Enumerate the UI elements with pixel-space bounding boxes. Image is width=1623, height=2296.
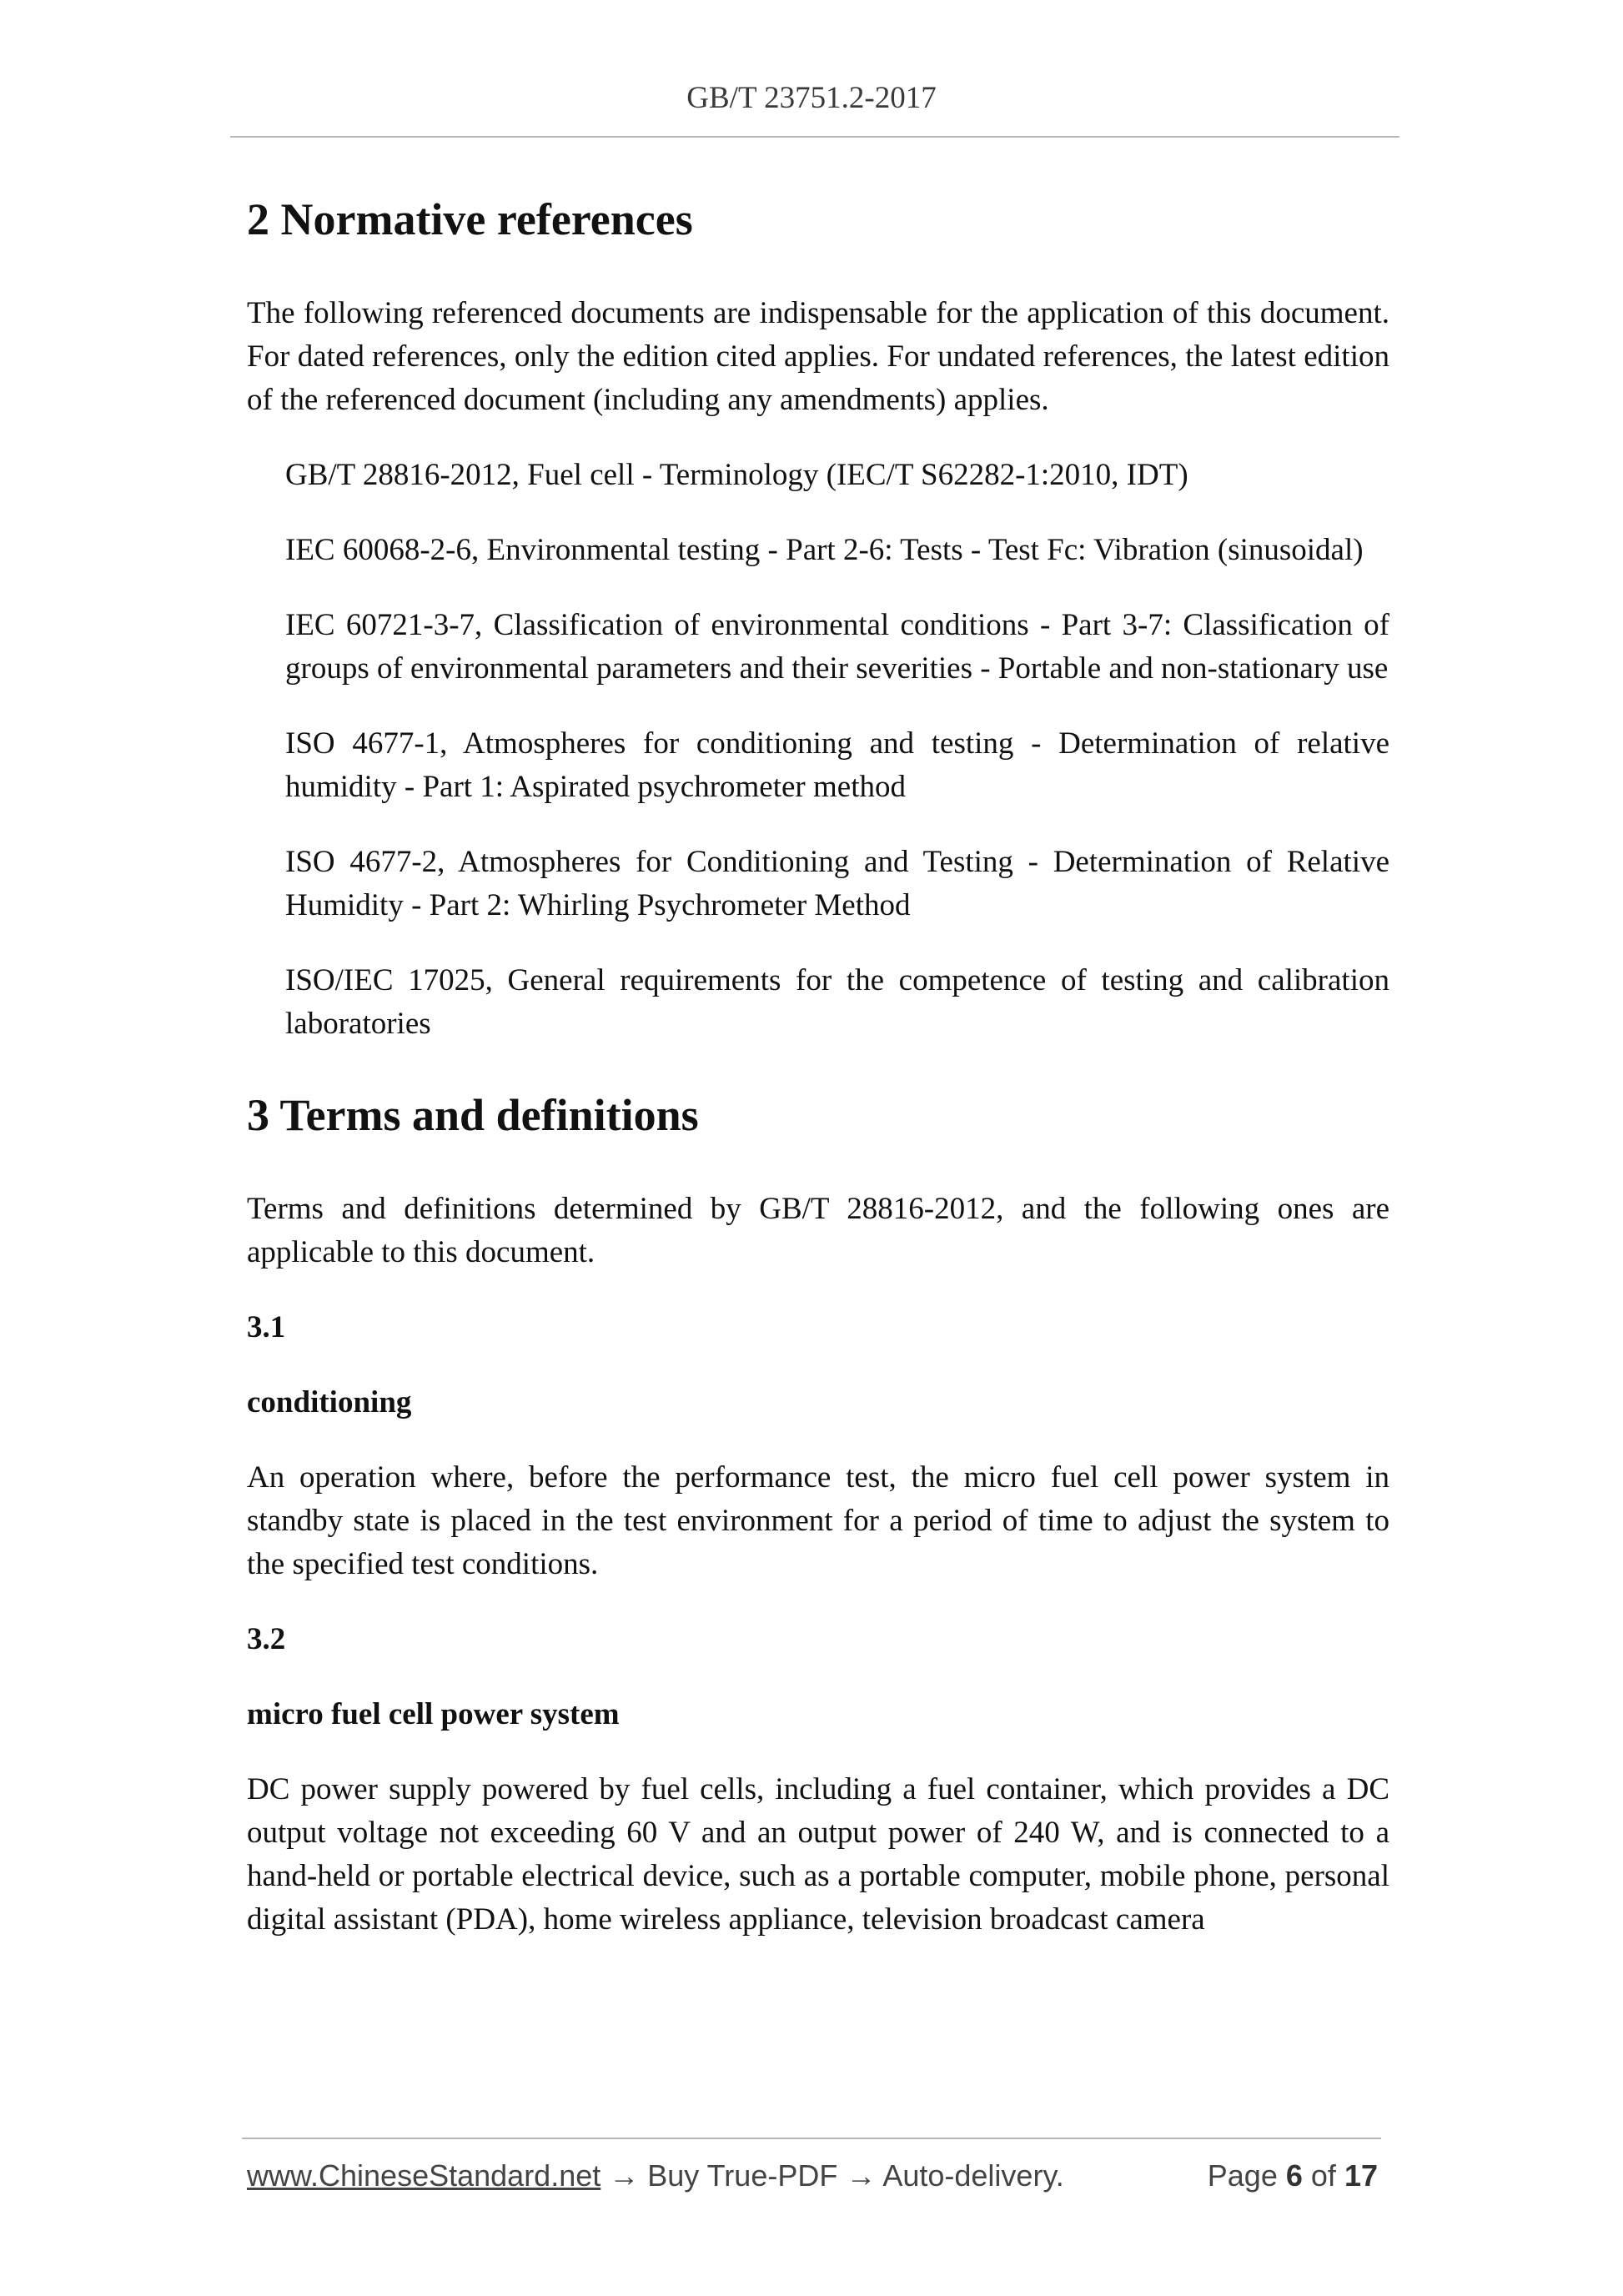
- reference-item: GB/T 28816-2012, Fuel cell - Terminology (IEC/T S62282-1:2010, IDT): [285, 458, 1188, 492]
- reference-item: ISO/IEC 17025, General requirements for the competence of testing and calibration laboratories: [285, 963, 1389, 1041]
- running-header: GB/T 23751.2-2017: [686, 81, 937, 115]
- current-page: 6: [1285, 2158, 1303, 2193]
- section-3-title: 3 Terms and definitions: [247, 1090, 699, 1140]
- section-2-intro: The following referenced documents are indispensable for the application of this document. For dated references, only the edition cited applies. For undated references, the latest edition of the referenced document (including any amendments) applies.: [247, 296, 1389, 417]
- term-name: conditioning: [247, 1385, 412, 1419]
- reference-item: IEC 60068-2-6, Environmental testing - Part 2-6: Tests - Test Fc: Vibration (sinusoidal): [285, 533, 1364, 567]
- footer-divider: [242, 2138, 1381, 2139]
- term-number: 3.2: [247, 1622, 286, 1656]
- page-of-label: of: [1310, 2158, 1336, 2193]
- reference-item: IEC 60721-3-7, Classification of environmental conditions - Part 3-7: Classification of groups of environmental parameters and their severities - Portable and non-stationary use: [285, 608, 1389, 686]
- footer-promo-text: → Buy True-PDF → Auto-delivery.: [609, 2158, 1064, 2193]
- page-indicator: [1208, 2158, 1378, 2193]
- website-link[interactable]: www.ChineseStandard.net: [247, 2158, 601, 2193]
- section-2-title: 2 Normative references: [247, 194, 693, 244]
- section-3-intro: Terms and definitions determined by GB/T 28816-2012, and the following ones are applicable to this document.: [247, 1192, 1389, 1269]
- term-definition: DC power supply powered by fuel cells, including a fuel container, which provides a DC output voltage not exceeding 60 V and an output power of 240 W, and is connected to a hand-held or portable electrical device, such as a portable computer, mobile phone, personal digital assistant (PDA), home wireless appliance, television broadcast camera: [247, 1772, 1389, 1937]
- page-label: Page: [1207, 2158, 1278, 2193]
- term-number: 3.1: [247, 1310, 286, 1344]
- page-content: [247, 182, 1389, 1942]
- reference-item: ISO 4677-1, Atmospheres for conditioning and testing - Determination of relative humidity - Part 1: Aspirated psychrometer method: [285, 726, 1389, 804]
- term-definition: An operation where, before the performance test, the micro fuel cell power system in standby state is placed in the test environment for a period of time to adjust the system to the specified test conditions.: [247, 1460, 1389, 1581]
- total-pages: 17: [1344, 2158, 1378, 2193]
- footer-promo: [247, 2158, 1064, 2193]
- term-name: micro fuel cell power system: [247, 1697, 620, 1731]
- header-divider: [230, 136, 1399, 138]
- reference-item: ISO 4677-2, Atmospheres for Conditioning and Testing - Determination of Relative Humidity - Part 2: Whirling Psychrometer Method: [285, 845, 1389, 922]
